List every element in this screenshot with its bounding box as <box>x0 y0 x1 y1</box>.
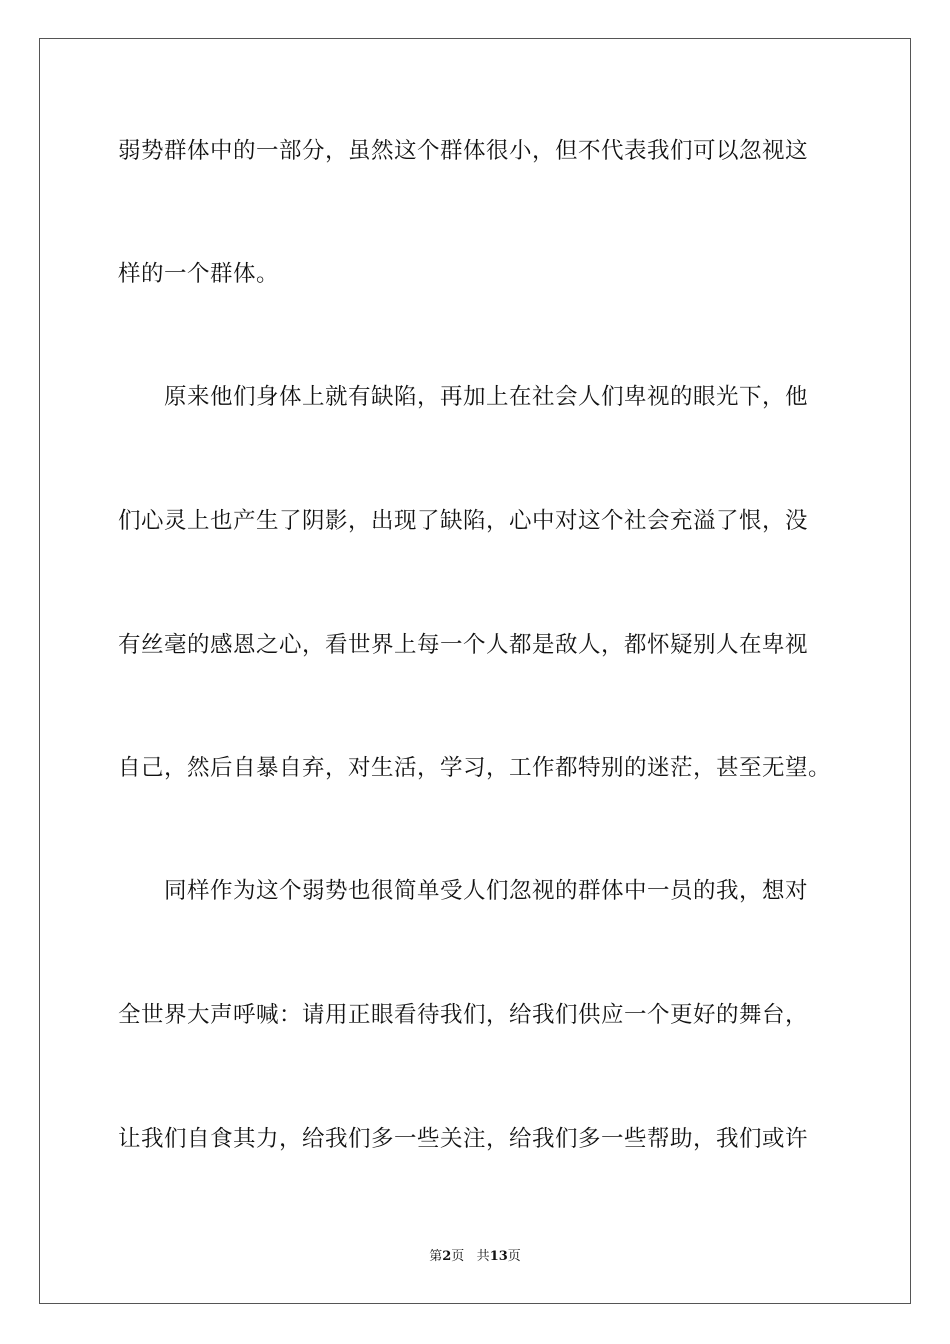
footer-prefix: 第 <box>429 1249 443 1264</box>
footer-page-unit: 页 <box>451 1249 465 1264</box>
body-line: 自己，然后自暴自弃，对生活，学习，工作都特别的迷茫，甚至无望。 <box>118 755 832 781</box>
body-line: 同样作为这个弱势也很简单受人们忽视的群体中一员的我，想对 <box>164 878 809 904</box>
body-line: 让我们自食其力，给我们多一些关注，给我们多一些帮助，我们或许 <box>118 1126 809 1152</box>
body-line: 原来他们身体上就有缺陷，再加上在社会人们卑视的眼光下，他 <box>164 384 809 410</box>
body-line: 们心灵上也产生了阴影，出现了缺陷，心中对这个社会充溢了恨，没 <box>118 508 809 534</box>
current-page-number: 2 <box>442 1249 452 1264</box>
body-line: 有丝毫的感恩之心，看世界上每一个人都是敌人，都怀疑别人在卑视 <box>118 632 809 658</box>
footer-total-unit: 页 <box>507 1249 521 1264</box>
body-line: 全世界大声呼喊：请用正眼看待我们，给我们供应一个更好的舞台， <box>118 1002 809 1028</box>
footer-total-prefix: 共 <box>476 1249 490 1264</box>
page-frame <box>39 38 911 1304</box>
body-line: 弱势群体中的一部分，虽然这个群体很小，但不代表我们可以忽视这 <box>118 138 809 164</box>
page-footer <box>0 1248 950 1266</box>
total-pages-number: 13 <box>489 1249 508 1264</box>
body-line: 样的一个群体。 <box>118 261 280 287</box>
